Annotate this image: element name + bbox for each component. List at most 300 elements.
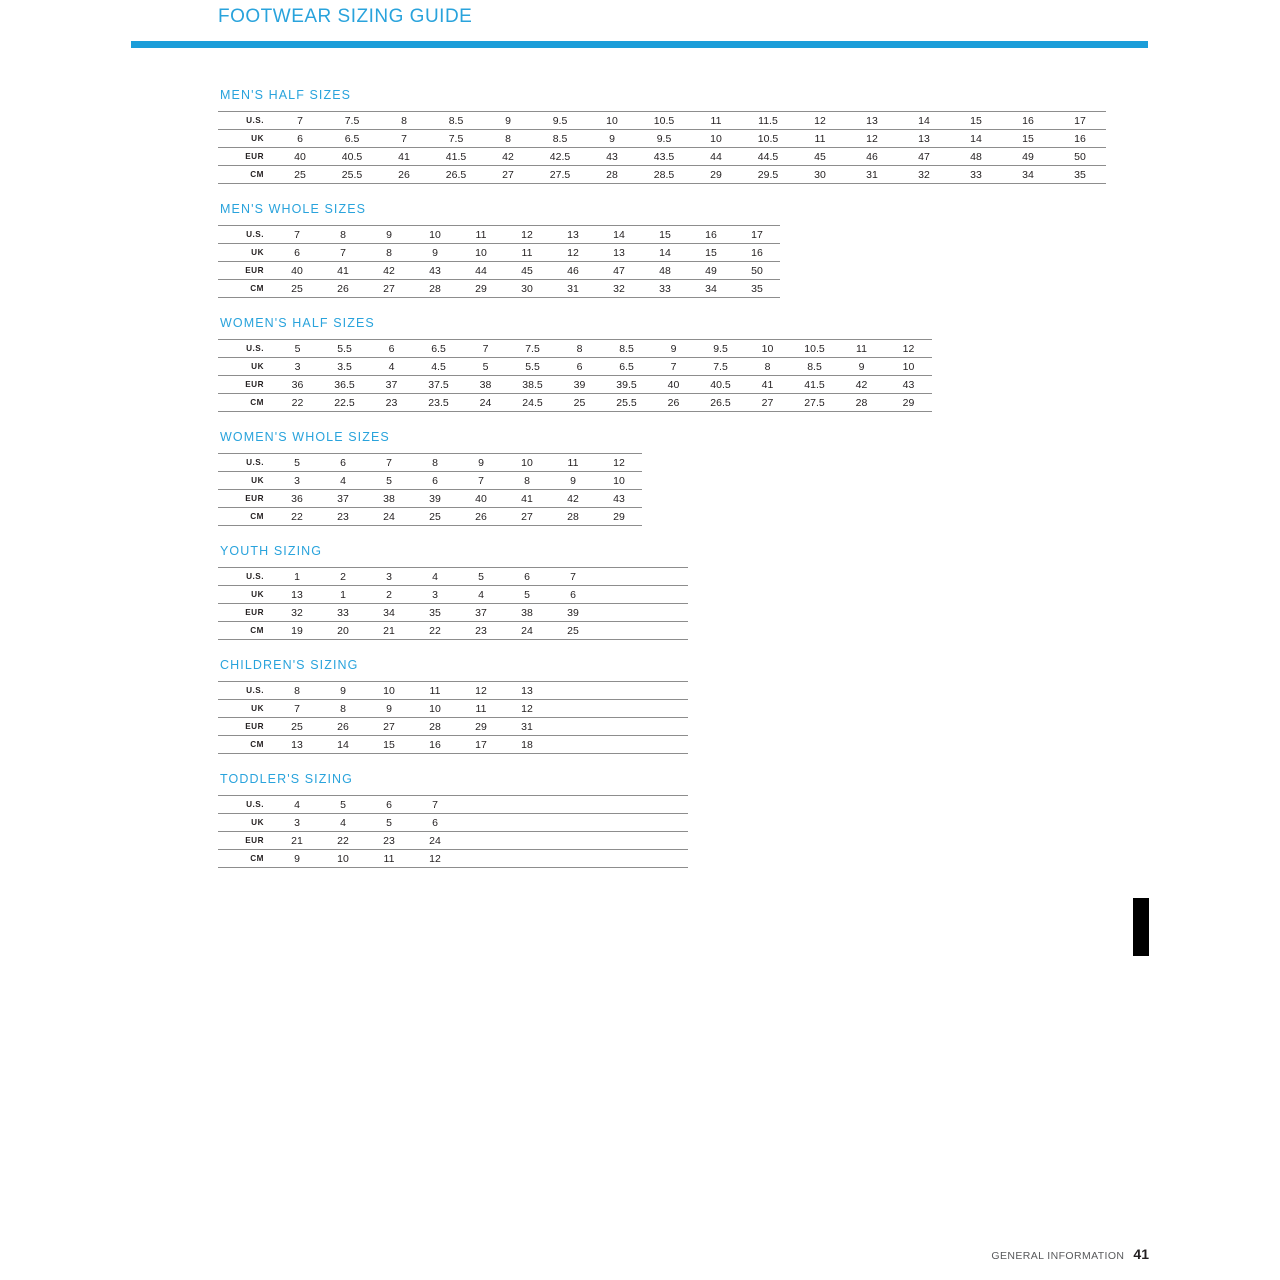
size-cell: 42 bbox=[838, 376, 885, 394]
size-cell: 9 bbox=[320, 682, 366, 700]
size-cell: 38 bbox=[366, 490, 412, 508]
row-label: EUR bbox=[218, 604, 274, 622]
table-row bbox=[218, 262, 780, 280]
size-cell: 2 bbox=[366, 586, 412, 604]
size-cell: 7 bbox=[550, 568, 596, 586]
page-number: 41 bbox=[1133, 1246, 1149, 1262]
size-cell: 6 bbox=[274, 130, 326, 148]
size-cell: 25 bbox=[550, 622, 596, 640]
table-row bbox=[218, 832, 688, 850]
size-cell: 11 bbox=[412, 682, 458, 700]
size-cell: 27 bbox=[366, 280, 412, 298]
size-cell: 10 bbox=[366, 682, 412, 700]
size-cell: 8 bbox=[366, 244, 412, 262]
size-cell: 45 bbox=[794, 148, 846, 166]
table-row bbox=[218, 700, 688, 718]
size-cell: 16 bbox=[412, 736, 458, 754]
size-cell: 8.5 bbox=[534, 130, 586, 148]
size-cell: 25 bbox=[274, 166, 326, 184]
size-cell: 10.5 bbox=[742, 130, 794, 148]
table-row bbox=[218, 622, 688, 640]
size-cell: 10 bbox=[412, 700, 458, 718]
section-title: MEN'S HALF SIZES bbox=[220, 88, 352, 102]
size-cell: 43 bbox=[412, 262, 458, 280]
size-section bbox=[218, 544, 1168, 640]
size-cell: 43 bbox=[596, 490, 642, 508]
size-table bbox=[218, 453, 642, 526]
row-label: UK bbox=[218, 814, 274, 832]
size-cell: 4.5 bbox=[415, 358, 462, 376]
size-cell: 28 bbox=[838, 394, 885, 412]
page-title: FOOTWEAR SIZING GUIDE bbox=[218, 6, 473, 27]
size-cell: 5 bbox=[462, 358, 509, 376]
table-row bbox=[218, 244, 780, 262]
size-cell: 33 bbox=[950, 166, 1002, 184]
size-cell bbox=[596, 850, 642, 868]
table-row bbox=[218, 376, 932, 394]
size-cell: 28 bbox=[586, 166, 638, 184]
size-cell: 9 bbox=[838, 358, 885, 376]
size-table bbox=[218, 681, 688, 754]
size-cell bbox=[596, 604, 642, 622]
size-cell: 17 bbox=[734, 226, 780, 244]
size-cell: 25 bbox=[274, 280, 320, 298]
size-cell: 38 bbox=[504, 604, 550, 622]
size-cell: 33 bbox=[320, 604, 366, 622]
size-cell: 10.5 bbox=[791, 340, 838, 358]
size-cell: 11 bbox=[838, 340, 885, 358]
size-cell: 27.5 bbox=[534, 166, 586, 184]
size-cell: 23 bbox=[458, 622, 504, 640]
size-cell: 27 bbox=[482, 166, 534, 184]
section-title: CHILDREN'S SIZING bbox=[220, 658, 359, 672]
size-cell: 40 bbox=[458, 490, 504, 508]
size-cell: 12 bbox=[458, 682, 504, 700]
size-cell: 33 bbox=[642, 280, 688, 298]
size-cell: 11.5 bbox=[742, 112, 794, 130]
size-cell: 42 bbox=[550, 490, 596, 508]
size-cell: 8 bbox=[412, 454, 458, 472]
row-label: U.S. bbox=[218, 682, 274, 700]
size-section bbox=[218, 316, 1168, 412]
size-cell: 7 bbox=[650, 358, 697, 376]
size-cell: 4 bbox=[368, 358, 415, 376]
size-cell: 8 bbox=[504, 472, 550, 490]
table-row bbox=[218, 340, 932, 358]
size-cell: 28.5 bbox=[638, 166, 690, 184]
size-cell: 7 bbox=[274, 700, 320, 718]
size-cell: 11 bbox=[794, 130, 846, 148]
size-cell: 31 bbox=[504, 718, 550, 736]
size-table bbox=[218, 225, 780, 298]
size-cell: 32 bbox=[596, 280, 642, 298]
size-cell: 47 bbox=[596, 262, 642, 280]
size-cell: 13 bbox=[846, 112, 898, 130]
size-cell bbox=[596, 832, 642, 850]
size-cell: 7 bbox=[320, 244, 366, 262]
size-cell: 22 bbox=[412, 622, 458, 640]
size-cell bbox=[642, 568, 688, 586]
size-cell: 26.5 bbox=[430, 166, 482, 184]
size-cell bbox=[596, 814, 642, 832]
size-cell: 8.5 bbox=[791, 358, 838, 376]
size-section bbox=[218, 430, 1168, 526]
size-cell: 50 bbox=[1054, 148, 1106, 166]
size-cell bbox=[596, 568, 642, 586]
table-row bbox=[218, 226, 780, 244]
size-cell bbox=[550, 718, 596, 736]
row-label: UK bbox=[218, 472, 274, 490]
size-cell: 10.5 bbox=[638, 112, 690, 130]
size-cell: 12 bbox=[885, 340, 932, 358]
size-cell: 21 bbox=[366, 622, 412, 640]
size-cell: 18 bbox=[504, 736, 550, 754]
row-label: EUR bbox=[218, 376, 274, 394]
size-cell: 4 bbox=[274, 796, 320, 814]
size-cell: 29 bbox=[690, 166, 742, 184]
size-section bbox=[218, 202, 1168, 298]
size-cell: 44 bbox=[458, 262, 504, 280]
size-cell: 7 bbox=[274, 112, 326, 130]
size-cell: 31 bbox=[550, 280, 596, 298]
size-cell bbox=[596, 736, 642, 754]
row-label: U.S. bbox=[218, 226, 274, 244]
section-title: TODDLER'S SIZING bbox=[220, 772, 353, 786]
row-label: U.S. bbox=[218, 340, 274, 358]
size-cell bbox=[550, 832, 596, 850]
size-cell: 21 bbox=[274, 832, 320, 850]
size-cell: 9 bbox=[366, 700, 412, 718]
size-cell: 1 bbox=[274, 568, 320, 586]
size-cell: 13 bbox=[504, 682, 550, 700]
size-cell: 22 bbox=[274, 508, 320, 526]
size-cell: 14 bbox=[898, 112, 950, 130]
size-cell: 8 bbox=[482, 130, 534, 148]
row-label: EUR bbox=[218, 832, 274, 850]
size-cell: 3 bbox=[412, 586, 458, 604]
size-cell: 27 bbox=[366, 718, 412, 736]
size-cell: 36.5 bbox=[321, 376, 368, 394]
size-cell: 40 bbox=[650, 376, 697, 394]
size-cell bbox=[596, 586, 642, 604]
size-table bbox=[218, 111, 1106, 184]
size-cell: 5.5 bbox=[321, 340, 368, 358]
size-cell: 6.5 bbox=[326, 130, 378, 148]
row-label: EUR bbox=[218, 148, 274, 166]
table-row bbox=[218, 718, 688, 736]
table-row bbox=[218, 850, 688, 868]
size-cell: 3 bbox=[274, 814, 320, 832]
size-cell: 2 bbox=[320, 568, 366, 586]
size-cell: 47 bbox=[898, 148, 950, 166]
size-cell: 44.5 bbox=[742, 148, 794, 166]
size-cell: 11 bbox=[458, 700, 504, 718]
size-cell: 29 bbox=[885, 394, 932, 412]
size-cell: 25.5 bbox=[326, 166, 378, 184]
row-label: CM bbox=[218, 736, 274, 754]
size-cell: 49 bbox=[688, 262, 734, 280]
size-section bbox=[218, 658, 1168, 754]
size-cell: 11 bbox=[366, 850, 412, 868]
sizing-sections bbox=[218, 88, 1168, 886]
table-row bbox=[218, 280, 780, 298]
size-cell: 12 bbox=[504, 226, 550, 244]
size-cell: 11 bbox=[690, 112, 742, 130]
size-cell: 4 bbox=[412, 568, 458, 586]
size-cell: 12 bbox=[846, 130, 898, 148]
size-cell: 40.5 bbox=[697, 376, 744, 394]
size-cell: 29 bbox=[596, 508, 642, 526]
size-cell bbox=[550, 796, 596, 814]
table-row bbox=[218, 148, 1106, 166]
table-row bbox=[218, 166, 1106, 184]
size-cell: 7.5 bbox=[509, 340, 556, 358]
size-cell: 15 bbox=[950, 112, 1002, 130]
row-label: U.S. bbox=[218, 112, 274, 130]
row-label: UK bbox=[218, 700, 274, 718]
size-cell: 4 bbox=[320, 472, 366, 490]
size-cell: 10 bbox=[504, 454, 550, 472]
size-cell: 38 bbox=[462, 376, 509, 394]
size-cell: 39 bbox=[412, 490, 458, 508]
size-cell: 7 bbox=[274, 226, 320, 244]
size-cell: 8 bbox=[274, 682, 320, 700]
size-cell: 46 bbox=[550, 262, 596, 280]
row-label: CM bbox=[218, 508, 274, 526]
size-cell bbox=[642, 604, 688, 622]
size-cell: 26 bbox=[650, 394, 697, 412]
table-row bbox=[218, 472, 642, 490]
size-cell: 35 bbox=[412, 604, 458, 622]
size-cell: 41 bbox=[320, 262, 366, 280]
size-cell: 11 bbox=[504, 244, 550, 262]
size-cell: 15 bbox=[366, 736, 412, 754]
size-cell: 7 bbox=[462, 340, 509, 358]
size-cell: 16 bbox=[1002, 112, 1054, 130]
size-cell: 27 bbox=[504, 508, 550, 526]
size-cell bbox=[642, 586, 688, 604]
size-cell: 15 bbox=[688, 244, 734, 262]
size-cell: 3.5 bbox=[321, 358, 368, 376]
size-cell bbox=[642, 832, 688, 850]
size-cell: 26 bbox=[320, 718, 366, 736]
size-cell: 7.5 bbox=[697, 358, 744, 376]
size-cell: 30 bbox=[794, 166, 846, 184]
size-cell: 3 bbox=[274, 472, 320, 490]
size-cell: 10 bbox=[744, 340, 791, 358]
size-cell: 36 bbox=[274, 490, 320, 508]
size-cell: 12 bbox=[794, 112, 846, 130]
size-cell: 40 bbox=[274, 262, 320, 280]
size-cell: 32 bbox=[274, 604, 320, 622]
size-cell: 27 bbox=[744, 394, 791, 412]
section-title: MEN'S WHOLE SIZES bbox=[220, 202, 367, 216]
row-label: EUR bbox=[218, 490, 274, 508]
row-label: UK bbox=[218, 244, 274, 262]
table-row bbox=[218, 130, 1106, 148]
table-row bbox=[218, 490, 642, 508]
size-cell: 44 bbox=[690, 148, 742, 166]
size-cell: 17 bbox=[1054, 112, 1106, 130]
size-cell: 6 bbox=[412, 472, 458, 490]
size-cell: 29.5 bbox=[742, 166, 794, 184]
size-cell: 6 bbox=[412, 814, 458, 832]
size-cell: 25 bbox=[412, 508, 458, 526]
page-header bbox=[0, 0, 1280, 52]
size-cell: 26 bbox=[378, 166, 430, 184]
size-cell: 7 bbox=[378, 130, 430, 148]
size-cell: 15 bbox=[1002, 130, 1054, 148]
size-cell: 24.5 bbox=[509, 394, 556, 412]
size-cell: 7 bbox=[412, 796, 458, 814]
section-title: WOMEN'S HALF SIZES bbox=[220, 316, 375, 330]
size-cell: 8.5 bbox=[430, 112, 482, 130]
size-cell bbox=[550, 850, 596, 868]
size-cell: 9.5 bbox=[534, 112, 586, 130]
size-cell: 7.5 bbox=[326, 112, 378, 130]
size-cell bbox=[642, 682, 688, 700]
size-cell: 13 bbox=[596, 244, 642, 262]
size-cell: 14 bbox=[642, 244, 688, 262]
size-cell: 9.5 bbox=[697, 340, 744, 358]
size-cell: 16 bbox=[1054, 130, 1106, 148]
size-cell: 43 bbox=[586, 148, 638, 166]
size-cell: 41 bbox=[378, 148, 430, 166]
header-divider bbox=[131, 41, 1148, 48]
size-cell: 7 bbox=[366, 454, 412, 472]
size-table bbox=[218, 339, 932, 412]
size-cell: 28 bbox=[412, 718, 458, 736]
size-cell: 26.5 bbox=[697, 394, 744, 412]
size-cell: 22 bbox=[320, 832, 366, 850]
size-cell: 26 bbox=[320, 280, 366, 298]
size-cell: 13 bbox=[898, 130, 950, 148]
size-cell bbox=[504, 796, 550, 814]
size-cell: 16 bbox=[734, 244, 780, 262]
size-cell: 29 bbox=[458, 718, 504, 736]
size-cell: 6 bbox=[504, 568, 550, 586]
table-row bbox=[218, 394, 932, 412]
size-cell: 9 bbox=[550, 472, 596, 490]
size-cell: 16 bbox=[688, 226, 734, 244]
size-cell bbox=[504, 850, 550, 868]
row-label: CM bbox=[218, 850, 274, 868]
size-cell bbox=[642, 622, 688, 640]
size-cell: 23 bbox=[368, 394, 415, 412]
size-cell: 6 bbox=[550, 586, 596, 604]
size-cell: 43 bbox=[885, 376, 932, 394]
size-cell: 6 bbox=[368, 340, 415, 358]
table-row bbox=[218, 682, 688, 700]
row-label: UK bbox=[218, 586, 274, 604]
size-cell: 34 bbox=[366, 604, 412, 622]
size-cell: 14 bbox=[950, 130, 1002, 148]
size-cell: 42 bbox=[366, 262, 412, 280]
size-cell: 40 bbox=[274, 148, 326, 166]
size-cell bbox=[504, 832, 550, 850]
section-title: YOUTH SIZING bbox=[220, 544, 323, 558]
size-cell: 37.5 bbox=[415, 376, 462, 394]
size-cell: 15 bbox=[642, 226, 688, 244]
size-cell: 10 bbox=[586, 112, 638, 130]
size-cell bbox=[458, 850, 504, 868]
size-cell: 6 bbox=[366, 796, 412, 814]
size-cell: 35 bbox=[734, 280, 780, 298]
size-cell: 46 bbox=[846, 148, 898, 166]
size-cell: 28 bbox=[412, 280, 458, 298]
row-label: UK bbox=[218, 130, 274, 148]
size-cell: 10 bbox=[412, 226, 458, 244]
table-row bbox=[218, 508, 642, 526]
size-cell: 8.5 bbox=[603, 340, 650, 358]
size-cell: 9 bbox=[586, 130, 638, 148]
size-cell: 41 bbox=[504, 490, 550, 508]
size-cell: 5 bbox=[458, 568, 504, 586]
size-cell bbox=[642, 700, 688, 718]
size-cell: 8 bbox=[378, 112, 430, 130]
size-cell: 26 bbox=[458, 508, 504, 526]
size-cell: 32 bbox=[898, 166, 950, 184]
size-cell: 6.5 bbox=[415, 340, 462, 358]
table-row bbox=[218, 814, 688, 832]
size-cell: 17 bbox=[458, 736, 504, 754]
row-label: CM bbox=[218, 166, 274, 184]
table-row bbox=[218, 796, 688, 814]
size-cell: 19 bbox=[274, 622, 320, 640]
table-row bbox=[218, 454, 642, 472]
size-cell: 1 bbox=[320, 586, 366, 604]
size-cell: 4 bbox=[458, 586, 504, 604]
size-cell: 49 bbox=[1002, 148, 1054, 166]
size-table bbox=[218, 567, 688, 640]
footer-section-label: GENERAL INFORMATION bbox=[991, 1250, 1125, 1262]
size-cell: 38.5 bbox=[509, 376, 556, 394]
size-cell: 34 bbox=[1002, 166, 1054, 184]
size-cell bbox=[550, 814, 596, 832]
size-cell: 10 bbox=[690, 130, 742, 148]
size-cell: 42 bbox=[482, 148, 534, 166]
size-cell: 22.5 bbox=[321, 394, 368, 412]
size-cell: 8 bbox=[320, 226, 366, 244]
size-cell: 25 bbox=[274, 718, 320, 736]
size-cell: 12 bbox=[550, 244, 596, 262]
row-label: U.S. bbox=[218, 454, 274, 472]
size-cell: 27.5 bbox=[791, 394, 838, 412]
size-cell: 9 bbox=[366, 226, 412, 244]
size-cell: 6 bbox=[556, 358, 603, 376]
size-cell bbox=[458, 796, 504, 814]
size-cell: 10 bbox=[596, 472, 642, 490]
size-cell: 11 bbox=[458, 226, 504, 244]
size-cell: 20 bbox=[320, 622, 366, 640]
table-row bbox=[218, 586, 688, 604]
size-cell: 6.5 bbox=[603, 358, 650, 376]
size-cell bbox=[642, 814, 688, 832]
size-cell bbox=[642, 796, 688, 814]
size-cell: 9.5 bbox=[638, 130, 690, 148]
row-label: U.S. bbox=[218, 796, 274, 814]
size-cell: 12 bbox=[412, 850, 458, 868]
size-cell: 30 bbox=[504, 280, 550, 298]
size-cell: 39.5 bbox=[603, 376, 650, 394]
size-cell: 9 bbox=[482, 112, 534, 130]
row-label: CM bbox=[218, 394, 274, 412]
row-label: U.S. bbox=[218, 568, 274, 586]
size-cell: 37 bbox=[320, 490, 366, 508]
size-cell: 3 bbox=[366, 568, 412, 586]
size-cell: 37 bbox=[458, 604, 504, 622]
size-table bbox=[218, 795, 688, 868]
